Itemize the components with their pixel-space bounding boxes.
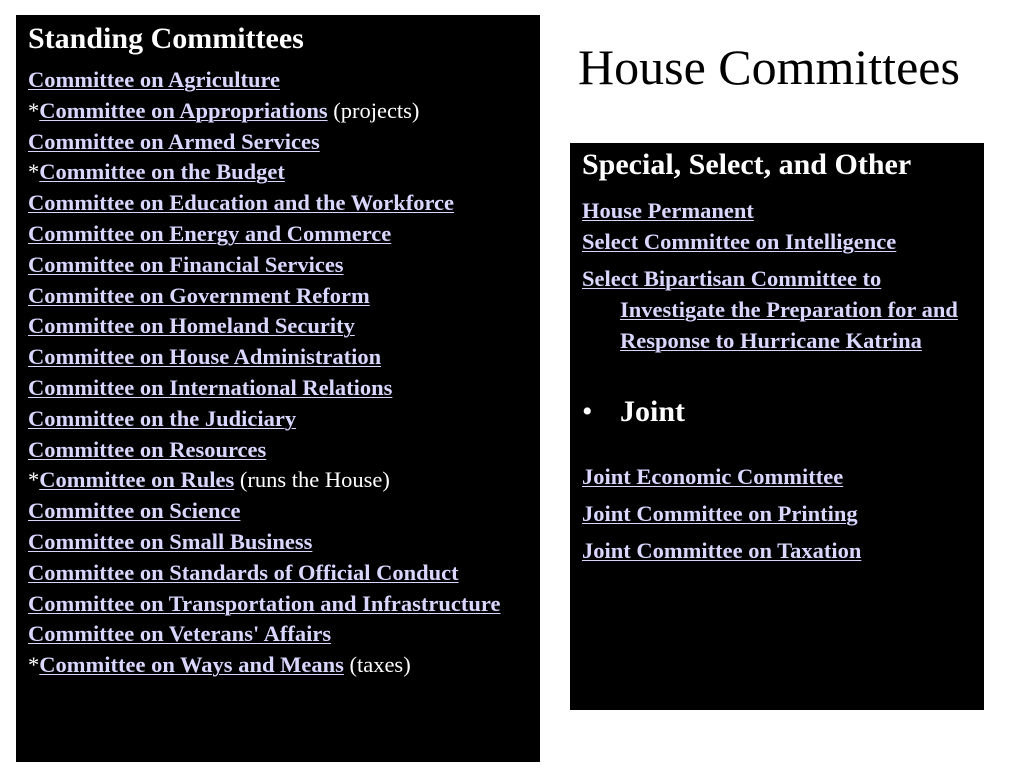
committee-link[interactable]: Committee on International Relations — [28, 374, 393, 400]
committee-link[interactable]: Committee on Armed Services — [28, 128, 320, 154]
joint-heading-label: Joint — [620, 395, 686, 428]
list-item — [582, 226, 972, 257]
special-select-other-panel — [570, 143, 984, 710]
select-intelligence-link[interactable]: Select Committee on Intelligence — [582, 229, 897, 254]
committee-link[interactable]: Committee on Ways and Means — [39, 652, 344, 678]
special-committees-list — [582, 195, 972, 356]
committee-link[interactable]: Committee on the Judiciary — [28, 405, 297, 431]
list-item — [28, 437, 528, 462]
list-item — [28, 467, 528, 492]
committee-link[interactable]: Committee on Science — [28, 498, 241, 524]
committee-link[interactable]: Committee on Small Business — [28, 528, 313, 554]
list-item — [28, 283, 528, 308]
committee-link[interactable]: Committee on Homeland Security — [28, 313, 355, 339]
standing-committees-list — [28, 67, 528, 677]
list-item — [28, 190, 528, 215]
committee-link[interactable]: Committee on Standards of Official Conduct — [28, 559, 459, 585]
list-item — [582, 498, 972, 529]
priority-asterisk: * — [28, 652, 40, 678]
committee-link[interactable]: Committee on Education and the Workforce — [28, 190, 455, 216]
committee-link[interactable]: Committee on the Budget — [39, 159, 285, 185]
list-item — [582, 461, 972, 492]
page-title: House Committees — [578, 39, 960, 95]
committee-link[interactable]: Committee on Government Reform — [28, 282, 370, 308]
list-item — [582, 535, 972, 566]
joint-taxation-committee-link[interactable]: Joint Committee on Taxation — [582, 538, 862, 563]
list-item — [28, 652, 528, 677]
list-item — [582, 195, 972, 226]
committee-link[interactable]: Committee on Appropriations — [39, 97, 328, 123]
joint-section-heading — [582, 394, 972, 430]
katrina-committee-link[interactable]: Select Bipartisan Committee to Investigate the Preparation for and Response to Hurricane Katrina — [582, 266, 958, 353]
committee-note: (projects) — [327, 97, 420, 123]
list-item — [28, 406, 528, 431]
list-item — [28, 313, 528, 338]
priority-asterisk: * — [28, 159, 40, 185]
list-item — [28, 129, 528, 154]
joint-printing-committee-link[interactable]: Joint Committee on Printing — [582, 501, 858, 526]
committee-link[interactable]: Committee on Agriculture — [28, 67, 281, 92]
bullet-icon: • — [582, 395, 593, 428]
list-item — [28, 344, 528, 369]
list-item — [28, 159, 528, 184]
priority-asterisk: * — [28, 467, 40, 493]
committee-link[interactable]: Committee on Energy and Commerce — [28, 220, 392, 246]
house-permanent-link[interactable]: House Permanent — [582, 198, 754, 223]
list-item — [28, 621, 528, 646]
list-item — [28, 221, 528, 246]
committee-note: (taxes) — [343, 652, 411, 678]
committee-link[interactable]: Committee on Resources — [28, 436, 267, 462]
list-item — [28, 98, 528, 123]
list-item — [582, 263, 972, 356]
joint-economic-committee-link[interactable]: Joint Economic Committee — [582, 464, 844, 489]
list-item — [28, 375, 528, 400]
priority-asterisk: * — [28, 97, 40, 123]
joint-committees-list — [582, 461, 972, 566]
list-item — [28, 498, 528, 523]
standing-committees-panel — [16, 15, 540, 762]
list-item — [28, 591, 528, 616]
committee-link[interactable]: Committee on House Administration — [28, 344, 382, 370]
committee-note: (runs the House) — [234, 467, 390, 493]
special-select-other-heading: Special, Select, and Other — [582, 148, 912, 181]
committee-link[interactable]: Committee on Rules — [39, 467, 235, 493]
committee-link[interactable]: Committee on Veterans' Affairs — [28, 621, 332, 647]
list-item — [28, 529, 528, 554]
committee-link[interactable]: Committee on Transportation and Infrastructure — [28, 590, 501, 616]
list-item — [28, 560, 528, 585]
standing-committees-heading: Standing Committees — [28, 22, 304, 55]
list-item — [28, 252, 528, 277]
list-item — [28, 67, 528, 92]
committee-link[interactable]: Committee on Financial Services — [28, 251, 344, 277]
